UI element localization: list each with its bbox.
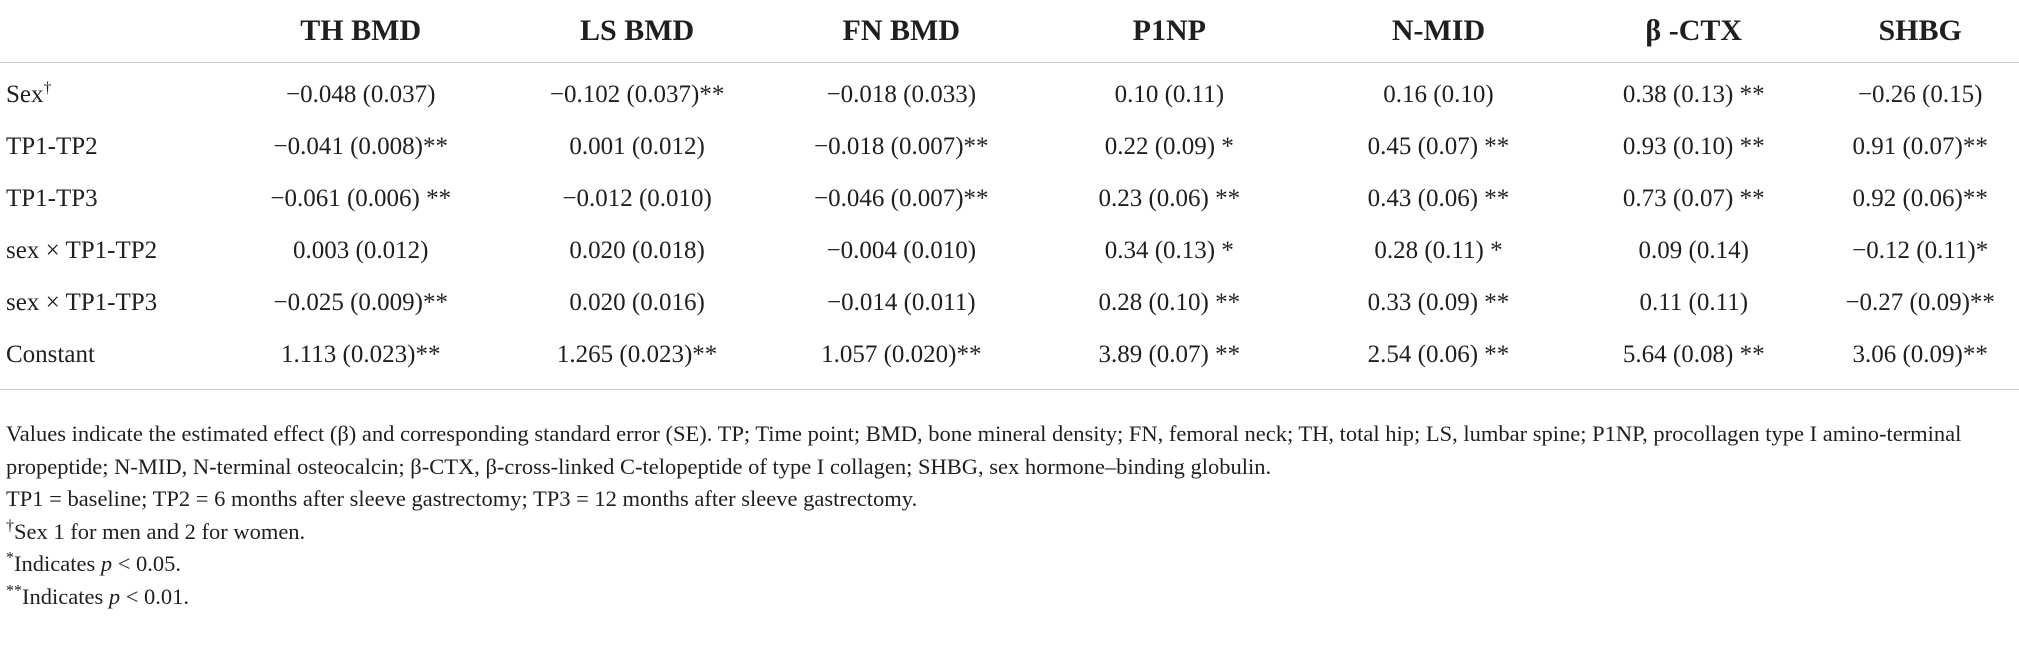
table-cell: 1.265 (0.023)** [499,329,774,390]
table-cell: 0.020 (0.016) [569,289,705,316]
table-cell: 0.09 (0.14) [1638,237,1749,264]
p-value-symbol: p [108,583,121,609]
table-footnotes [6,418,2011,613]
table-cell: −0.018 (0.033) [826,81,977,108]
p-value-symbol: p [100,551,113,576]
table-cell: 0.001 (0.012) [569,133,705,160]
table-cell: −0.018 (0.007)** [814,133,989,160]
table-cell: 0.28 (0.10) ** [1098,289,1241,316]
column-header-p1np: P1NP [1028,0,1311,63]
table-cell: 0.45 (0.07) ** [1367,133,1510,160]
table-cell: −0.004 (0.010) [826,237,977,264]
table-cell: 0.91 (0.07)** [1852,133,1988,160]
table-cell: 1.057 (0.020)** [775,329,1028,390]
table-cell: −0.041 (0.008)** [273,133,448,160]
table-row-constant [0,329,2019,390]
asterisk-footnote-mark: * [6,549,14,567]
footnote-p05-suffix: < 0.05. [112,551,182,576]
table-cell: 0.43 (0.06) ** [1367,185,1510,212]
table-cell: 0.28 (0.11) * [1374,237,1503,264]
table-cell: 3.89 (0.07) ** [1028,329,1311,390]
row-label: TP1-TP3 [6,185,98,212]
table-row-tp1-tp3 [0,173,2019,225]
table-cell: 0.23 (0.06) ** [1098,185,1241,212]
column-header-shbg: SHBG [1821,0,2019,63]
footnote-p01-prefix: Indicates [22,583,109,609]
table-cell: −0.061 (0.006) ** [270,185,452,212]
header-row [0,0,2019,63]
row-label: sex × TP1-TP3 [6,289,158,316]
row-label: Constant [0,329,222,390]
column-header-beta-ctx: β -CTX [1566,0,1821,63]
footnote-p01 [6,581,2011,614]
table-cell: −0.048 (0.037) [285,81,436,108]
table-cell: 0.020 (0.018) [569,237,705,264]
column-header-blank [0,0,222,63]
table-cell: 0.34 (0.13) * [1104,237,1234,264]
table-cell: −0.014 (0.011) [826,289,976,316]
table-cell: −0.26 (0.15) [1857,81,1983,108]
footnote-timepoints: TP1 = baseline; TP2 = 6 months after sleeve gastrectomy; TP3 = 12 months after sleeve gastrectomy. [6,486,918,511]
table-cell: 5.64 (0.08) ** [1566,329,1821,390]
table-cell: −0.102 (0.037)** [549,81,725,108]
row-label: sex × TP1-TP2 [6,237,158,264]
dagger-footnote-mark: † [43,79,52,97]
table-cell: 0.93 (0.10) ** [1622,133,1765,160]
column-header-th-bmd: TH BMD [222,0,499,63]
row-label-text: Sex [6,81,44,108]
table-cell: 0.11 (0.11) [1639,289,1749,316]
dagger-footnote-mark: † [6,517,14,534]
table-cell: 0.73 (0.07) ** [1622,185,1765,212]
table-cell: 0.003 (0.012) [293,237,429,264]
table-cell: 0.38 (0.13) ** [1622,81,1765,108]
table-row-sex-x-tp1-tp2 [0,225,2019,277]
table-cell: 0.22 (0.09) * [1104,133,1234,160]
table-cell: −0.012 (0.010) [562,185,712,212]
row-label: TP1-TP2 [6,133,98,160]
table-cell: 2.54 (0.06) ** [1311,329,1566,390]
column-header-n-mid: N-MID [1311,0,1566,63]
row-label [0,63,222,122]
footnote-p01-suffix: < 0.01. [120,583,190,609]
footnote-p05-prefix: Indicates [14,551,101,576]
column-header-fn-bmd: FN BMD [775,0,1028,63]
table-cell: 0.33 (0.09) ** [1367,289,1510,316]
table-cell: 0.92 (0.06)** [1852,185,1988,212]
table-row-sex [0,63,2019,122]
footnote-sex-coding [6,516,2011,549]
table-cell: −0.025 (0.009)** [273,289,448,316]
table-cell: −0.046 (0.007)** [814,185,989,212]
footnote-abbreviations: Values indicate the estimated effect (β) and corresponding standard error (SE). TP; Time point; BMD, bone mineral density; FN, femoral neck; TH, total hip; LS, lumbar spine; P1NP, procollagen type I amino-terminal propeptide; N-MID, N-terminal osteocalcin; β-CTX, β-cross-linked C-telopeptide of type I collagen; SHBG, sex hormone–binding globulin. [6,421,1962,479]
table-cell: −0.12 (0.11)* [1852,237,1989,264]
table-cell: 0.16 (0.10) [1383,81,1494,108]
table-row-tp1-tp2 [0,121,2019,173]
table-cell: −0.27 (0.09)** [1845,289,1995,316]
footnote-sex-text: Sex 1 for men and 2 for women. [14,518,306,544]
table-cell: 1.113 (0.023)** [222,329,499,390]
table-cell: 0.10 (0.11) [1114,81,1225,108]
double-asterisk-footnote-mark: ** [6,582,22,599]
column-header-ls-bmd: LS BMD [499,0,774,63]
table-row-sex-x-tp1-tp3 [0,277,2019,329]
footnote-p05 [6,548,2011,581]
table-cell: 3.06 (0.09)** [1821,329,2019,390]
